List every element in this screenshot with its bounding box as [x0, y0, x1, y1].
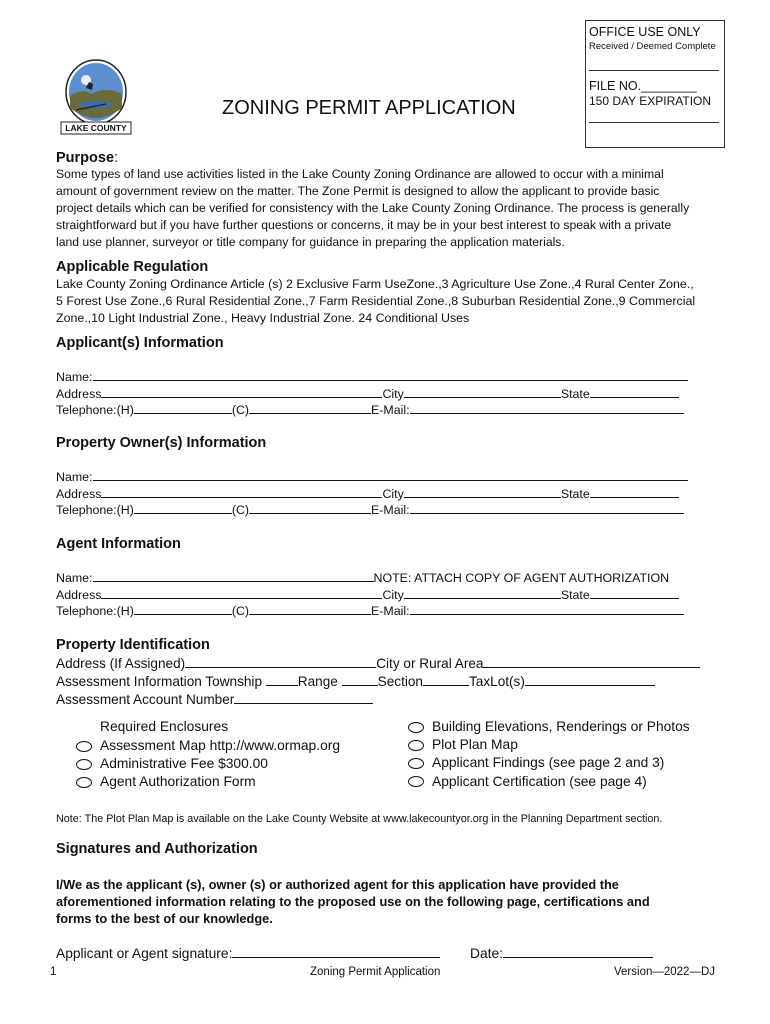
- file-no-label: FILE NO.________: [589, 79, 697, 93]
- owner-name-field[interactable]: [93, 469, 688, 481]
- enclosure-item: [76, 773, 340, 791]
- enclosure-checkbox[interactable]: [76, 741, 92, 752]
- regulation-text: [56, 276, 736, 327]
- enclosure-checkbox[interactable]: [76, 777, 92, 788]
- owner-email-label: E-Mail:: [371, 503, 410, 517]
- purpose-line: project details which can be verified for consistency with the Lake County Zoning Ordinance. The process is generally: [56, 201, 690, 215]
- received-label: Received / Deemed Complete: [589, 41, 716, 52]
- signature-label: Applicant or Agent signature:: [56, 946, 233, 961]
- property-address-field[interactable]: [185, 656, 376, 668]
- enclosure-label: Applicant Certification (see page 4): [432, 773, 647, 789]
- applicant-address-label: Address: [56, 386, 102, 401]
- applicant-name-field[interactable]: [93, 369, 688, 381]
- regulation-line: Zone.,10 Light Industrial Zone., Heavy Industrial Zone. 24 Conditional Uses: [56, 311, 470, 325]
- section-label: Section: [377, 674, 423, 689]
- applicant-form: [56, 369, 688, 419]
- purpose-line: land use planner, surveyor or title company for guidance in preparing the application materials.: [56, 235, 565, 249]
- agent-address-field[interactable]: [101, 587, 382, 599]
- enclosure-checkbox[interactable]: [408, 740, 424, 751]
- regulation-line: 5 Forest Use Zone.,6 Rural Residential Zone.,7 Farm Residential Zone.,8 Suburban Residential Zone.,9 Commercial: [56, 294, 696, 308]
- applicant-address-field[interactable]: [101, 386, 382, 398]
- page-number: 1: [50, 966, 57, 978]
- expiration-label: 150 DAY EXPIRATION: [589, 94, 712, 108]
- applicant-name-label: Name:: [56, 370, 93, 384]
- signatures-heading: Signatures and Authorization: [56, 841, 258, 857]
- enclosures-heading-text: Required Enclosures: [100, 719, 229, 734]
- enclosure-label: Applicant Findings (see page 2 and 3): [432, 755, 665, 771]
- owner-email-field[interactable]: [410, 502, 684, 514]
- account-number-field[interactable]: [234, 692, 373, 704]
- agent-city-field[interactable]: [404, 587, 561, 599]
- purpose-text: [56, 166, 726, 251]
- logo-text: LAKE COUNTY: [65, 123, 127, 133]
- agent-address-label: Address: [56, 587, 102, 602]
- taxlot-field[interactable]: [525, 674, 655, 686]
- applicant-state-label: State: [560, 386, 590, 401]
- purpose-line: amount of government review on the matter. The Zone Permit is designed to allow the applicant to provide basic: [56, 184, 660, 198]
- owner-state-label: State: [560, 486, 590, 501]
- township-label: Assessment Information Township: [56, 674, 266, 689]
- agent-phone-c-label: (C): [231, 604, 250, 618]
- purpose-line: straightforward but if you have further questions or concerns, it may be in your best interest to speak with a private: [56, 218, 672, 232]
- agent-heading: Agent Information: [56, 536, 181, 552]
- received-line[interactable]: [589, 52, 719, 71]
- date-row: [470, 944, 653, 961]
- purpose-line: Some types of land use activities listed in the Lake County Zoning Ordinance are allowed to occur with a minimal: [56, 167, 664, 181]
- regulation-heading: Applicable Regulation: [56, 259, 209, 275]
- enclosures-heading: [100, 718, 228, 736]
- owner-phone-c-field[interactable]: [249, 502, 371, 514]
- enclosure-label: Building Elevations, Renderings or Photos: [432, 719, 690, 734]
- owner-phone-h-field[interactable]: [134, 502, 232, 514]
- office-use-title: OFFICE USE ONLY: [589, 25, 701, 39]
- enclosure-item: [408, 773, 690, 791]
- agent-authorization-note: NOTE: ATTACH COPY OF AGENT AUTHORIZATION: [373, 571, 670, 585]
- enclosure-checkbox[interactable]: [76, 759, 92, 770]
- applicant-phone-h-label: Telephone:(H): [56, 403, 134, 417]
- property-form: [56, 655, 700, 709]
- applicant-email-field[interactable]: [410, 402, 684, 414]
- township-field[interactable]: [266, 674, 298, 686]
- owner-heading: Property Owner(s) Information: [56, 435, 267, 451]
- regulation-line: Lake County Zoning Ordinance Article (s) 2 Exclusive Farm UseZone.,3 Agriculture Use Zone.,4 Rural Center Zone.,: [56, 277, 694, 291]
- city-rural-label: City or Rural Area: [376, 656, 484, 671]
- agent-form: [56, 570, 684, 620]
- signatures-statement: [56, 876, 716, 927]
- page-title: ZONING PERMIT APPLICATION: [222, 97, 516, 119]
- agent-email-field[interactable]: [410, 603, 684, 615]
- agent-email-label: E-Mail:: [371, 604, 410, 618]
- enclosure-checkbox[interactable]: [408, 776, 424, 787]
- enclosure-item: [76, 737, 340, 755]
- enclosure-label: Administrative Fee $300.00: [100, 756, 268, 772]
- purpose-heading: [56, 150, 118, 166]
- agent-city-label: City: [382, 587, 404, 602]
- enclosure-item: [408, 718, 690, 736]
- enclosure-checkbox[interactable]: [408, 758, 424, 769]
- applicant-phone-c-label: (C): [231, 403, 250, 417]
- range-field[interactable]: [342, 674, 378, 686]
- enclosure-item: [408, 736, 690, 754]
- applicant-email-label: E-Mail:: [371, 403, 410, 417]
- account-number-label: Assessment Account Number: [56, 692, 235, 707]
- range-label: Range: [297, 674, 342, 689]
- city-rural-field[interactable]: [483, 656, 700, 668]
- statement-line: forms to the best of our knowledge.: [56, 911, 273, 926]
- office-use-box: [585, 20, 725, 148]
- enclosure-label: Assessment Map http://www.ormap.org: [100, 738, 341, 753]
- applicant-city-label: City: [382, 386, 404, 401]
- applicant-phone-c-field[interactable]: [249, 402, 371, 414]
- owner-state-field[interactable]: [590, 486, 679, 498]
- logo-seal-icon: [56, 58, 136, 138]
- taxlot-label: TaxLot(s): [468, 674, 525, 689]
- statement-line: aforementioned information relating to the proposed use on the following page, certifications and: [56, 894, 650, 909]
- enclosure-checkbox[interactable]: [408, 722, 424, 733]
- agent-phone-c-field[interactable]: [249, 603, 371, 615]
- date-field[interactable]: [503, 944, 653, 958]
- property-heading: Property Identification: [56, 637, 210, 653]
- agent-phone-h-label: Telephone:(H): [56, 604, 134, 618]
- date-label: Date:: [470, 946, 503, 961]
- lake-county-logo: [56, 58, 136, 138]
- applicant-city-field[interactable]: [404, 386, 561, 398]
- agent-state-label: State: [560, 587, 590, 602]
- applicant-phone-h-field[interactable]: [134, 402, 232, 414]
- purpose-colon: :: [114, 150, 119, 166]
- signature-row: [56, 944, 440, 961]
- plot-plan-note: Note: The Plot Plan Map is available on the Lake County Website at www.lakecountyor.org in the Planning Department section.: [56, 813, 663, 825]
- expiration-line[interactable]: [589, 108, 719, 123]
- owner-name-label: Name:: [56, 470, 93, 484]
- agent-name-label: Name:: [56, 571, 93, 585]
- owner-city-field[interactable]: [404, 486, 561, 498]
- footer-title: Zoning Permit Application: [310, 966, 441, 978]
- footer-version: Version—2022—DJ: [614, 966, 715, 978]
- agent-phone-h-field[interactable]: [134, 603, 232, 615]
- owner-form: [56, 469, 688, 519]
- agent-name-field[interactable]: [93, 570, 374, 582]
- section-field[interactable]: [423, 674, 469, 686]
- property-address-label: Address (If Assigned): [56, 656, 186, 671]
- applicant-heading: Applicant(s) Information: [56, 335, 224, 351]
- enclosures-left-list: [76, 737, 340, 792]
- enclosures-right-list: [408, 718, 690, 791]
- enclosure-item: [76, 755, 340, 773]
- signature-field[interactable]: [232, 944, 440, 958]
- enclosure-item: [408, 754, 690, 772]
- agent-state-field[interactable]: [590, 587, 679, 599]
- applicant-state-field[interactable]: [590, 386, 679, 398]
- purpose-heading-text: Purpose: [56, 150, 115, 166]
- owner-city-label: City: [382, 486, 404, 501]
- owner-address-label: Address: [56, 486, 102, 501]
- enclosure-label: Agent Authorization Form: [100, 774, 256, 790]
- owner-phone-h-label: Telephone:(H): [56, 503, 134, 517]
- enclosure-label: Plot Plan Map: [432, 737, 518, 753]
- owner-phone-c-label: (C): [231, 503, 250, 517]
- owner-address-field[interactable]: [101, 486, 382, 498]
- statement-line: I/We as the applicant (s), owner (s) or authorized agent for this application have provided the: [56, 877, 619, 892]
